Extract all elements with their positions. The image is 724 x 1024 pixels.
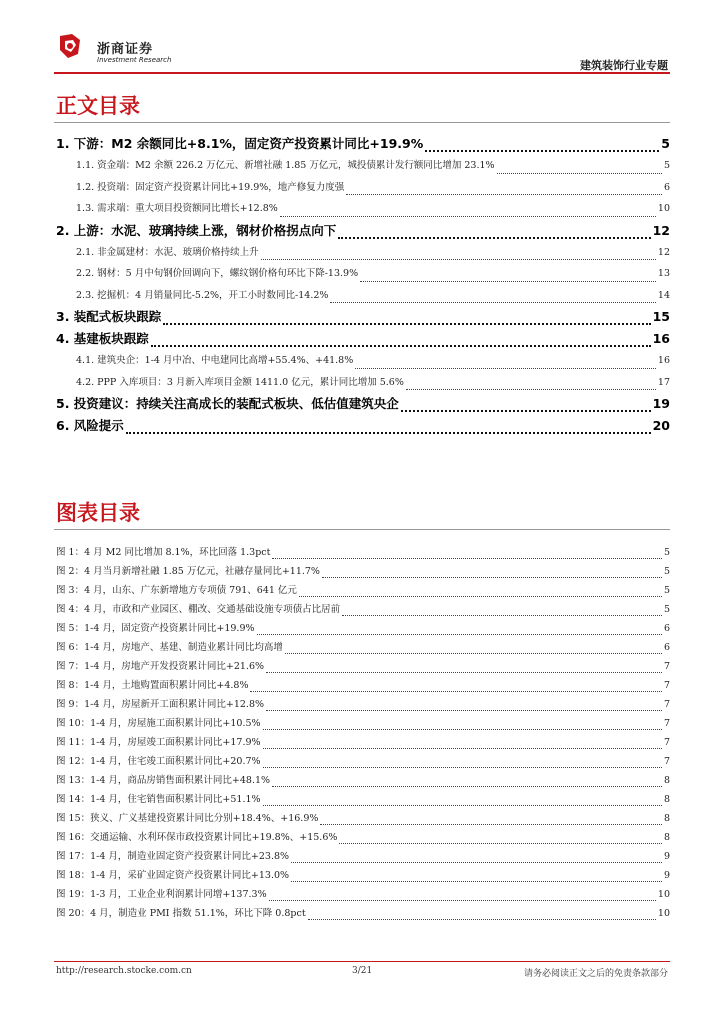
entry-page-number: 6: [663, 642, 670, 653]
dot-leader: [425, 150, 659, 152]
entry-label: 图 19：1-3 月，工业企业利润累计同增+137.3%: [56, 889, 267, 900]
entry-page-number: 6: [663, 181, 670, 193]
dot-leader: [330, 302, 655, 303]
dot-leader: [308, 919, 656, 920]
figure-list-entry[interactable]: [56, 657, 670, 676]
entry-label: 图 4：4 月，市政和产业园区、棚改、交通基础设施专项债占比居前: [56, 604, 341, 615]
entry-page-number: 8: [663, 794, 670, 805]
dot-leader: [263, 805, 662, 806]
dot-leader: [342, 615, 662, 616]
entry-label: 图 13：1-4 月，商品房销售面积累计同比+48.1%: [56, 775, 271, 786]
dot-leader: [401, 410, 651, 412]
entry-page-number: 13: [657, 268, 670, 279]
dot-leader: [406, 389, 656, 390]
entry-label: 图 17：1-4 月，制造业固定资产投资累计同比+23.8%: [56, 851, 290, 862]
entry-label: 5. 投资建议：持续关注高成长的装配式板块、低估值建筑央企: [56, 396, 399, 411]
toc-chapter-entry[interactable]: [56, 220, 670, 242]
entry-label: 2.2. 钢材：5 月中旬钢价回调向下，螺纹钢价格旬环比下降-13.9%: [76, 268, 359, 279]
toc-chapter-entry[interactable]: [56, 328, 670, 350]
entry-page-number: 12: [657, 246, 670, 258]
entry-page-number: 5: [663, 160, 670, 171]
entry-label: 图 7：1-4 月，房地产开发投资累计同比+21.6%: [56, 661, 265, 672]
entry-label: 图 1：4 月 M2 同比增加 8.1%，环比回落 1.3pct: [56, 547, 271, 558]
figure-list-entry[interactable]: [56, 847, 670, 866]
entry-label: 图 20：4 月，制造业 PMI 指数 51.1%，环比下降 0.8pct: [56, 908, 306, 919]
entry-label: 图 14：1-4 月，住宅销售面积累计同比+51.1%: [56, 794, 261, 805]
page-number: 3/21: [352, 966, 373, 976]
toc-list: [56, 133, 670, 437]
dot-leader: [263, 767, 662, 768]
entry-page-number: 7: [663, 699, 670, 710]
dot-leader: [261, 259, 656, 260]
figure-list-entry[interactable]: [56, 790, 670, 809]
dot-leader: [355, 368, 656, 369]
entry-label: 图 9：1-4 月，房屋新开工面积累计同比+12.8%: [56, 699, 265, 710]
dot-leader: [338, 237, 650, 239]
brand-name: 浙商证券: [97, 42, 154, 57]
figure-list-entry[interactable]: [56, 752, 670, 771]
entry-page-number: 5: [663, 566, 670, 577]
toc-chapter-entry[interactable]: [56, 306, 670, 328]
entry-page-number: 16: [657, 355, 670, 366]
figure-list-entry[interactable]: [56, 809, 670, 828]
footer-url[interactable]: http://research.stocke.com.cn: [56, 966, 192, 976]
entry-label: 2.1. 非金属建材：水泥、玻璃价格持续上升: [76, 246, 259, 258]
entry-page-number: 8: [663, 775, 670, 786]
entry-label: 1. 下游：M2 余额同比+8.1%，固定资产投资累计同比+19.9%: [56, 136, 424, 151]
dot-leader: [163, 323, 650, 325]
entry-page-number: 7: [663, 756, 670, 767]
toc-title-divider: [54, 122, 670, 123]
entry-page-number: 5: [663, 547, 670, 558]
entry-label: 图 3：4 月，山东、广东新增地方专项债 791、641 亿元: [56, 585, 297, 596]
toc-section-entry[interactable]: [56, 155, 670, 177]
dot-leader: [263, 748, 662, 749]
brand-name-en: Investment Research: [97, 56, 172, 64]
figure-list-title-divider: [54, 529, 670, 530]
entry-page-number: 9: [663, 851, 670, 862]
dot-leader: [320, 824, 662, 825]
entry-page-number: 5: [663, 604, 670, 615]
figure-list-entry[interactable]: [56, 619, 670, 638]
toc-section-entry[interactable]: [56, 350, 670, 372]
entry-page-number: 15: [652, 309, 670, 324]
entry-label: 6. 风险提示: [56, 418, 124, 433]
dot-leader: [322, 577, 662, 578]
figure-list-entry[interactable]: [56, 543, 670, 562]
entry-label: 1.2. 投资端：固定资产投资累计同比+19.9%，地产修复力度强: [76, 181, 345, 193]
entry-page-number: 8: [663, 813, 670, 824]
entry-page-number: 9: [663, 870, 670, 881]
footer-disclaimer: 请务必阅读正文之后的免责条款部分: [523, 969, 668, 979]
toc-chapter-entry[interactable]: [56, 133, 670, 155]
toc-section-entry[interactable]: [56, 242, 670, 264]
entry-label: 图 15：狭义、广义基建投资累计同比分别+18.4%、+16.9%: [56, 813, 319, 824]
figure-list-entry[interactable]: [56, 581, 670, 600]
dot-leader: [346, 194, 662, 195]
figure-list-entry[interactable]: [56, 733, 670, 752]
figure-list-entry[interactable]: [56, 904, 670, 923]
entry-page-number: 12: [652, 222, 670, 238]
figure-list-title: 图表目录: [56, 501, 140, 525]
dot-leader: [497, 173, 662, 174]
entry-page-number: 10: [657, 889, 670, 900]
entry-page-number: 5: [661, 136, 670, 151]
entry-label: 图 16：交通运输、水利环保市政投资累计同比+19.8%、+15.6%: [56, 832, 338, 843]
entry-page-number: 5: [663, 585, 670, 596]
entry-label: 1.1. 资金端：M2 余额 226.2 万亿元、新增社融 1.85 万亿元，城投债累计发行额同比增加 23.1%: [76, 160, 495, 171]
entry-label: 图 10：1-4 月，房屋施工面积累计同比+10.5%: [56, 718, 261, 729]
toc-section-entry[interactable]: [56, 177, 670, 199]
entry-label: 2.3. 挖掘机：4 月销量同比-5.2%，开工小时数同比-14.2%: [76, 289, 329, 301]
brand-logo-icon: [56, 32, 84, 60]
dot-leader: [299, 596, 662, 597]
entry-label: 图 6：1-4 月，房地产、基建、制造业累计同比均高增: [56, 642, 283, 653]
entry-label: 4.1. 建筑央企：1-4 月中冶、中电建同比高增+55.4%、+41.8%: [76, 355, 354, 366]
dot-leader: [266, 710, 662, 711]
entry-label: 图 12：1-4 月，住宅竣工面积累计同比+20.7%: [56, 756, 261, 767]
figure-list-entry[interactable]: [56, 714, 670, 733]
header-divider: [54, 72, 670, 74]
figure-list-entry[interactable]: [56, 562, 670, 581]
figure-list-entry[interactable]: [56, 676, 670, 695]
figure-list-entry[interactable]: [56, 771, 670, 790]
figure-list: [56, 543, 670, 923]
entry-label: 图 18：1-4 月，采矿业固定资产投资累计同比+13.0%: [56, 870, 290, 881]
entry-page-number: 7: [663, 680, 670, 691]
entry-page-number: 8: [663, 832, 670, 843]
entry-label: 图 2：4 月当月新增社融 1.85 万亿元，社融存量同比+11.7%: [56, 566, 320, 577]
toc-section-entry[interactable]: [56, 198, 670, 220]
entry-page-number: 6: [663, 623, 670, 634]
dot-leader: [272, 786, 662, 787]
entry-page-number: 7: [663, 737, 670, 748]
entry-label: 图 8：1-4 月，土地购置面积累计同比+4.8%: [56, 680, 249, 691]
page-header: [0, 0, 724, 75]
report-category: 建筑装饰行业专题: [580, 59, 668, 72]
dot-leader: [269, 900, 656, 901]
entry-page-number: 10: [657, 203, 670, 214]
figure-list-entry[interactable]: [56, 695, 670, 714]
dot-leader: [272, 558, 662, 559]
dot-leader: [257, 634, 662, 635]
dot-leader: [280, 216, 656, 217]
entry-page-number: 7: [663, 661, 670, 672]
dot-leader: [151, 345, 651, 347]
dot-leader: [285, 653, 662, 654]
dot-leader: [360, 281, 656, 282]
figure-list-entry[interactable]: [56, 828, 670, 847]
dot-leader: [263, 729, 662, 730]
toc-title: 正文目录: [56, 94, 140, 118]
toc-section-entry[interactable]: [56, 372, 670, 394]
toc-chapter-entry[interactable]: [56, 415, 670, 437]
entry-label: 图 11：1-4 月，房屋竣工面积累计同比+17.9%: [56, 737, 261, 748]
entry-label: 3. 装配式板块跟踪: [56, 309, 162, 324]
entry-label: 1.3. 需求端：重大项目投资额同比增长+12.8%: [76, 203, 278, 214]
dot-leader: [250, 691, 661, 692]
figure-list-entry[interactable]: [56, 600, 670, 619]
figure-list-entry[interactable]: [56, 885, 670, 904]
toc-section-entry[interactable]: [56, 263, 670, 285]
entry-page-number: 17: [657, 376, 670, 388]
entry-label: 4. 基建板块跟踪: [56, 331, 149, 346]
entry-label: 4.2. PPP 入库项目：3 月新入库项目金额 1411.0 亿元，累计同比增加 5.6%: [76, 376, 404, 388]
figure-list-entry[interactable]: [56, 866, 670, 885]
footer-divider: [54, 961, 670, 962]
entry-page-number: 7: [663, 718, 670, 729]
entry-page-number: 20: [652, 418, 670, 433]
dot-leader: [126, 432, 651, 434]
entry-label: 图 5：1-4 月，固定资产投资累计同比+19.9%: [56, 623, 255, 634]
dot-leader: [291, 862, 662, 863]
entry-page-number: 14: [657, 289, 670, 301]
entry-page-number: 16: [652, 331, 670, 346]
dot-leader: [291, 881, 662, 882]
figure-list-entry[interactable]: [56, 638, 670, 657]
toc-chapter-entry[interactable]: [56, 393, 670, 415]
entry-page-number: 10: [657, 908, 670, 919]
dot-leader: [266, 672, 662, 673]
toc-section-entry[interactable]: [56, 285, 670, 307]
dot-leader: [339, 843, 662, 844]
entry-label: 2. 上游：水泥、玻璃持续上涨，钢材价格拐点向下: [56, 222, 337, 238]
entry-page-number: 19: [652, 396, 670, 411]
